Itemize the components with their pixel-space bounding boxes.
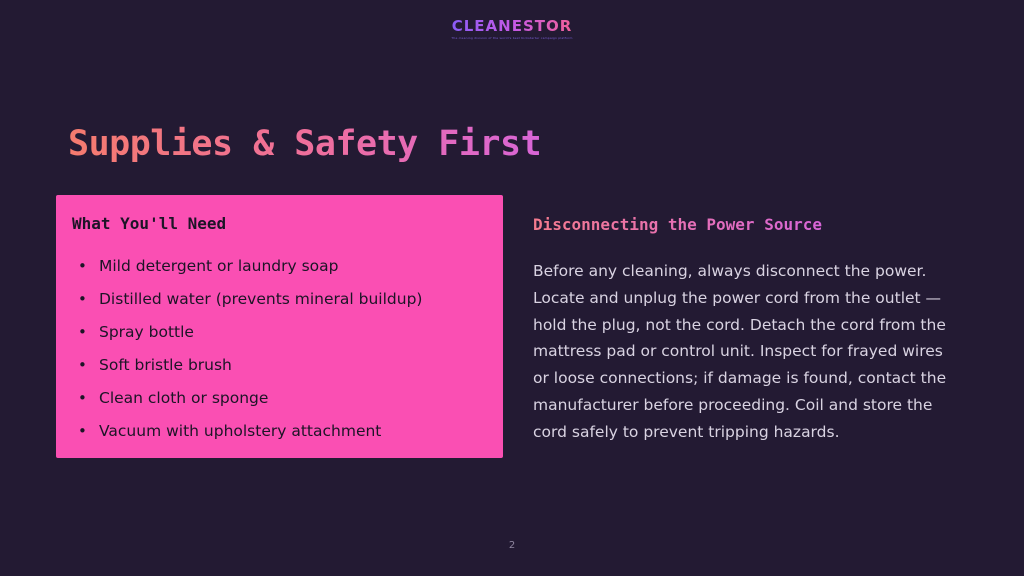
slide-title: Supplies & Safety First [68, 124, 542, 164]
bullet-icon: • [78, 356, 87, 374]
page-number: 2 [508, 540, 516, 551]
body-line: or loose connections; if damage is found, contact the [533, 369, 947, 388]
power-section-heading: Disconnecting the Power Source [533, 215, 822, 234]
bullet-icon: • [78, 257, 87, 275]
list-item [72, 388, 487, 421]
list-item [72, 355, 487, 388]
logo-tagline: The cleaning division of the world's best Kickstarter campaign platform [451, 36, 573, 40]
list-item-text: Distilled water (prevents mineral buildup) [99, 290, 423, 308]
list-item-text: Vacuum with upholstery attachment [99, 422, 382, 440]
supplies-card-title: What You'll Need [72, 214, 227, 233]
power-section-body [533, 258, 953, 446]
supplies-card [56, 195, 503, 458]
body-line: cord safely to prevent tripping hazards. [533, 422, 840, 441]
supplies-list [72, 256, 487, 454]
list-item [72, 256, 487, 289]
list-item [72, 322, 487, 355]
body-line: Locate and unplug the power cord from the outlet — [533, 288, 942, 307]
list-item-text: Soft bristle brush [99, 356, 232, 374]
list-item-text: Mild detergent or laundry soap [99, 257, 339, 275]
list-item [72, 421, 487, 454]
bullet-icon: • [78, 323, 87, 341]
bullet-icon: • [78, 290, 87, 308]
bullet-icon: • [78, 422, 87, 440]
bullet-icon: • [78, 389, 87, 407]
logo-wordmark: CLEANESTOR [451, 17, 573, 35]
list-item-text: Spray bottle [99, 323, 194, 341]
list-item-text: Clean cloth or sponge [99, 389, 269, 407]
list-item [72, 289, 487, 322]
body-line: hold the plug, not the cord. Detach the cord from the [533, 315, 946, 334]
body-line: mattress pad or control unit. Inspect for frayed wires [533, 342, 943, 361]
body-line: Before any cleaning, always disconnect the power. [533, 262, 927, 280]
body-line: manufacturer before proceeding. Coil and store the [533, 395, 933, 414]
brand-logo [0, 16, 1024, 40]
